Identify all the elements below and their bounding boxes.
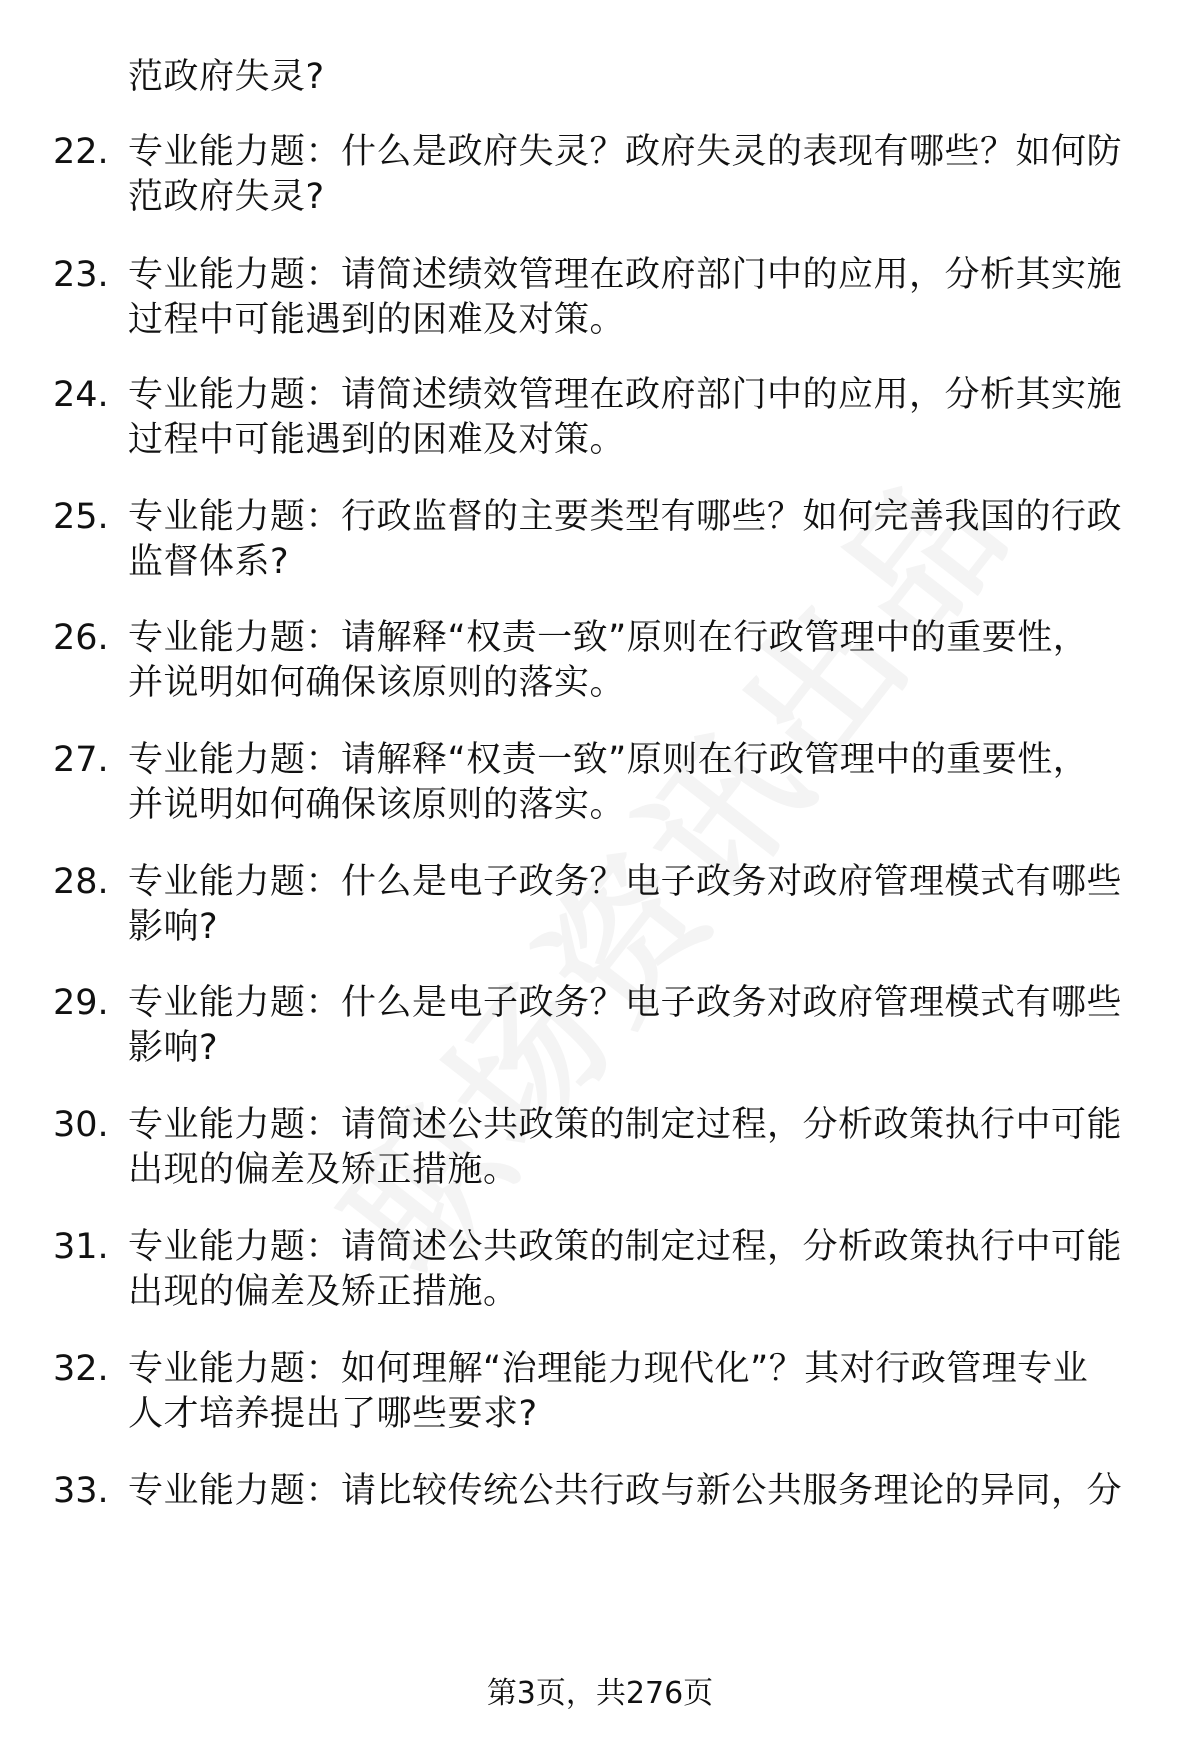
question-number: 33.: [53, 1471, 109, 1511]
question-text-line: 专业能力题：行政监督的主要类型有哪些？如何完善我国的行政: [128, 497, 1123, 537]
question-number: 29.: [53, 983, 109, 1023]
question-number: 25.: [53, 497, 109, 537]
question-text-line: 专业能力题：请比较传统公共行政与新公共服务理论的异同，分: [128, 1471, 1123, 1511]
question-text-line: 过程中可能遇到的困难及对策。: [128, 420, 626, 460]
question-text-line: 过程中可能遇到的困难及对策。: [128, 300, 626, 340]
question-text-line: 出现的偏差及矫正措施。: [128, 1150, 519, 1190]
question-text-line: 专业能力题：请简述公共政策的制定过程，分析政策执行中可能: [128, 1105, 1123, 1145]
question-text-line: 影响?: [128, 1028, 219, 1068]
question-text-line: 专业能力题：请简述公共政策的制定过程，分析政策执行中可能: [128, 1227, 1123, 1267]
question-text-line: 监督体系?: [128, 542, 290, 582]
question-number: 32.: [53, 1349, 109, 1389]
question-text-line: 出现的偏差及矫正措施。: [128, 1272, 519, 1312]
question-number: 22.: [53, 132, 109, 172]
question-text-line: 人才培养提出了哪些要求?: [128, 1394, 538, 1434]
question-number: 23.: [53, 255, 109, 295]
question-text-line: 并说明如何确保该原则的落实。: [128, 663, 626, 703]
question-text-line: 专业能力题：请简述绩效管理在政府部门中的应用，分析其实施: [128, 375, 1123, 415]
continuation-text: 范政府失灵?: [128, 57, 325, 97]
question-number: 28.: [53, 862, 109, 902]
question-text-line: 专业能力题：如何理解“治理能力现代化”？其对行政管理专业: [128, 1349, 1089, 1389]
question-text-line: 专业能力题：请解释“权责一致”原则在行政管理中的重要性，: [128, 740, 1089, 780]
question-number: 27.: [53, 740, 109, 780]
question-number: 26.: [53, 618, 109, 658]
question-text-line: 并说明如何确保该原则的落实。: [128, 785, 626, 825]
question-text-line: 专业能力题：请解释“权责一致”原则在行政管理中的重要性，: [128, 618, 1089, 658]
question-text-line: 范政府失灵?: [128, 177, 325, 217]
question-text-line: 专业能力题：什么是电子政务？电子政务对政府管理模式有哪些: [128, 862, 1123, 902]
question-number: 24.: [53, 375, 109, 415]
question-text-line: 专业能力题：什么是政府失灵？政府失灵的表现有哪些？如何防: [128, 132, 1123, 172]
question-text-line: 专业能力题：请简述绩效管理在政府部门中的应用，分析其实施: [128, 255, 1123, 295]
question-number: 31.: [53, 1227, 109, 1267]
question-text-line: 专业能力题：什么是电子政务？电子政务对政府管理模式有哪些: [128, 983, 1123, 1023]
question-text-line: 影响?: [128, 907, 219, 947]
question-number: 30.: [53, 1105, 109, 1145]
page-footer: 第3页，共276页: [486, 1676, 714, 1711]
